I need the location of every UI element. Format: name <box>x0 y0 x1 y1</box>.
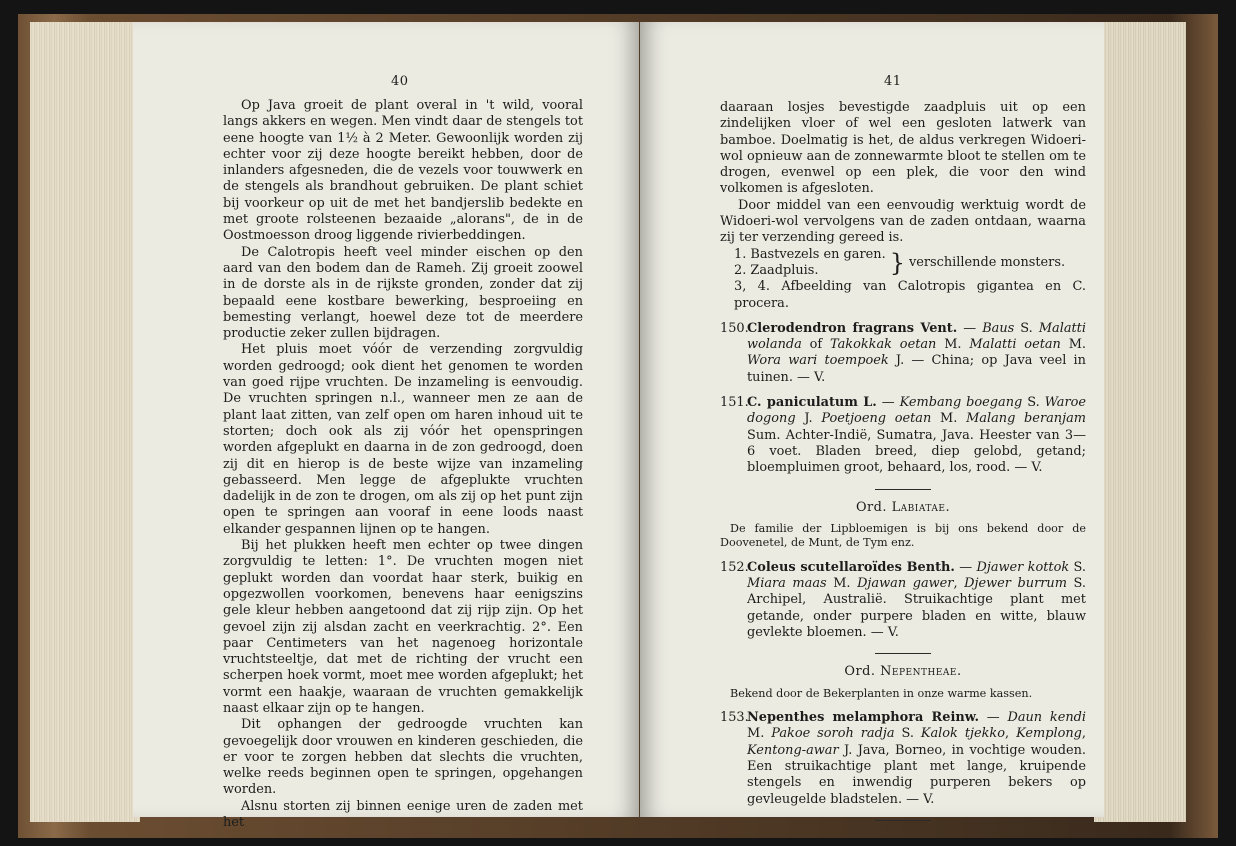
right-page-edges <box>1094 22 1186 822</box>
list-item: 3, 4. Afbeelding van Calotropis gigantea en C. procera. <box>734 279 1086 311</box>
order-label: Ord. <box>844 664 881 680</box>
species-name: Coleus scutellaroïdes Benth. <box>747 559 955 575</box>
entry-text: — <box>954 559 977 575</box>
species-name: C. paniculatum L. <box>747 395 877 411</box>
vernacular-name: Djawan gawer <box>857 576 954 592</box>
vernacular-name: Waroe dogong <box>747 395 1086 427</box>
order-heading-nepentheae <box>720 664 1086 680</box>
entry-number: 152. <box>720 559 749 575</box>
vernacular-name: Djawer kottok <box>976 559 1070 575</box>
paragraph: De Calotropis heeft veel minder eischen op den aard van den bodem dan de Rameh. Zij groeit zoowel in de dorste als in de rijkste gronden, zonder dat zij bepaald eene kostbare bewerking, besproeiing en bemesting verlangt, hoewel deze tot de meerdere productie zeker zullen bijdragen. <box>223 244 583 342</box>
vernacular-name: Pakoe soroh radja <box>771 726 895 742</box>
entry-text: S. Archipel, Australië. Struikachtige plant met getande, onder purpere bladen en witte, blauw gevlekte bloemen. — V. <box>747 576 1086 641</box>
entry-text: M. <box>1060 337 1086 353</box>
entry-text: M. <box>936 337 970 353</box>
divider-rule <box>875 489 931 490</box>
order-note: Bekend door de Bekerplanten in onze warme kassen. <box>730 686 1033 700</box>
list-item: 2. Zaadpluis. <box>734 262 819 278</box>
entry-text: — <box>979 710 1008 726</box>
divider-rule <box>875 653 931 654</box>
entry-text: S. <box>1022 395 1045 411</box>
entry-text: Sum. Achter-Indië, Sumatra, Java. Heester van 3—6 voet. Bladen breed, diep gelobd, getand; bloempluimen groot, behaard, los, rood. — V. <box>747 427 1086 476</box>
order-heading-labiatae <box>720 500 1086 516</box>
entry-text: J. <box>795 411 822 427</box>
entry-text: S. <box>894 726 921 742</box>
exhibit-list <box>720 247 1086 280</box>
entry-153 <box>720 710 1086 808</box>
entry-text: , <box>953 576 965 592</box>
entry-number: 153. <box>720 710 749 726</box>
paragraph: Op Java groeit de plant overal in 't wild, vooral langs akkers en wegen. Men vindt daar de stengels tot eene hoogte van 1½ à 2 Meter. Gewoonlijk worden zij echter voor zij deze hoogte bereikt hebben, door de inlanders afgesneden, die de vezels voor touwwerk en de stengels als brandhout gebruiken. De plant schiet bij voorkeur op uit de met het bandjerslib bedekte en met groote rolsteenen bezaaide „alorans", de in de Oostmoesson droog liggende rivierbeddingen. <box>223 98 583 244</box>
entry-text: S. <box>1014 320 1039 336</box>
entry-152 <box>720 560 1086 641</box>
vernacular-name: Kalok tjekko <box>920 726 1006 742</box>
order-name: Labiatae. <box>891 499 951 515</box>
list-item: 1. Bastvezels en garen. <box>734 246 886 262</box>
paragraph: Dit ophangen der gedroogde vruchten kan gevoegelijk door vrouwen en kinderen geschieden, die er voor te zorgen hebben dat slechts die vruchten, welke reeds beginnen open te springen, opgehangen worden. <box>223 717 583 798</box>
paragraph: Alsnu storten zij binnen eenige uren de zaden met het <box>223 798 583 831</box>
entry-text: of <box>801 337 831 353</box>
entry-151 <box>720 395 1086 476</box>
vernacular-name: Takokkak oetan <box>830 337 937 353</box>
entry-number: 150. <box>720 320 749 336</box>
order-name: Nepentheae. <box>880 664 962 680</box>
entry-text: — <box>957 320 983 336</box>
paragraph: Het pluis moet vóór de verzending zorgvuldig worden gedroogd; ook dient het genomen te worden van goed rijpe vruchten. De inzameling is eenvoudig. De vruchten springen n.l., wanneer men ze aan de plant laat zitten, van zelf open om haren inhoud uit te storten; doch ook als zij vóór het openspringen worden afgeplukt en daarna in de zon gedroogd, doen zij dit en hierop is de beste wijze van inzameling gebasseerd. Men legge de afgeplukte vruchten dadelijk in de zon te drogen, om als zij op het punt zijn open te springen aan vooraf in eene loods naast elkander gespannen lijnen op te hangen. <box>223 342 583 537</box>
vernacular-name: Poetjoeng oetan <box>821 411 932 427</box>
vernacular-name: Malatti wolanda <box>747 320 1086 353</box>
left-page-edges <box>30 22 140 822</box>
vernacular-name: Kembang boegang <box>899 395 1023 411</box>
brace-note: verschillende monsters. <box>908 254 1066 270</box>
vernacular-name: Kentong-awar <box>747 742 839 758</box>
vernacular-name: Djewer burrum <box>964 576 1067 592</box>
paragraph: Bij het plukken heeft men echter op twee dingen zorgvuldig te letten: 1°. De vruchten mogen niet geplukt worden dan voordat haar sterk, buikig en opgezwollen voorkomen, benevens haar eenigszins gele kleur hebben aangetoond dat zij rijp zijn. Op het gevoel zijn zij alsdan zacht en veerkrachtig. 2°. Een paar Centimeters van het nagenoeg horizontale vruchtsteeltje, dat met de richting der vrucht een scherpen hoek vormt, moet mee worden afgeplukt; het vormt een haakje, waaraan de vruchten gemakkelijk naast elkaar zijn op te hangen. <box>223 538 583 716</box>
brace-glyph: } <box>889 248 905 277</box>
page-number-right: 41 <box>884 74 902 89</box>
entry-text: J. Java, Borneo, in vochtige wouden. Een struikachtige plant met lange, kruipende stengels en inwendig purperen bekers op gevleugelde bladstelen. — V. <box>747 742 1086 807</box>
entry-text: , <box>1005 726 1017 742</box>
species-name: Nepenthes melamphora Reinw. <box>747 710 980 726</box>
order-label: Ord. <box>855 499 892 515</box>
entry-number: 151. <box>720 395 749 411</box>
entry-text: M. <box>747 726 772 742</box>
order-note: De familie der Lipbloemigen is bij ons bekend door de Doovenetel, de Munt, de Tym enz. <box>720 521 1086 550</box>
page-number-left: 40 <box>391 74 409 89</box>
entry-text: — <box>876 395 900 411</box>
vernacular-name: Baus <box>982 320 1015 336</box>
vernacular-name: Kemplong <box>1016 726 1082 742</box>
paragraph: Door middel van een eenvoudig werktuig wordt de Widoeri-wol vervolgens van de zaden ontdaan, waarna zij ter verzending gereed is. <box>720 197 1086 246</box>
species-name: Clerodendron fragrans Vent. <box>747 320 958 336</box>
paragraph: daaraan losjes bevestigde zaadpluis uit op een zindelijken vloer of wel een gesloten latwerk van bamboe. Doelmatig is het, de aldus verkregen Widoeri-wol opnieuw aan de zonnewarmte bloot te stellen om te drogen, evenwel op een plek, die voor den wind volkomen is afgesloten. <box>720 100 1086 197</box>
entry-text: M. <box>826 576 858 592</box>
divider-rule <box>875 820 931 821</box>
vernacular-name: Wora wari toempoek <box>747 353 889 369</box>
right-page-body <box>720 100 1086 831</box>
entry-150 <box>720 321 1086 386</box>
entry-text: S. <box>1069 559 1087 575</box>
entry-text: J. — China; op Java veel in tuinen. — V. <box>747 353 1086 385</box>
vernacular-name: Daun kendi <box>1007 710 1087 726</box>
vernacular-name: Miara maas <box>747 576 827 592</box>
vernacular-name: Malang beranjam <box>966 411 1086 427</box>
right-page <box>640 22 1104 817</box>
entry-text: M. <box>931 411 967 427</box>
left-page <box>133 22 639 831</box>
vernacular-name: Malatti oetan <box>969 337 1061 353</box>
left-page-body <box>223 98 583 831</box>
entry-text: , <box>1081 726 1086 742</box>
